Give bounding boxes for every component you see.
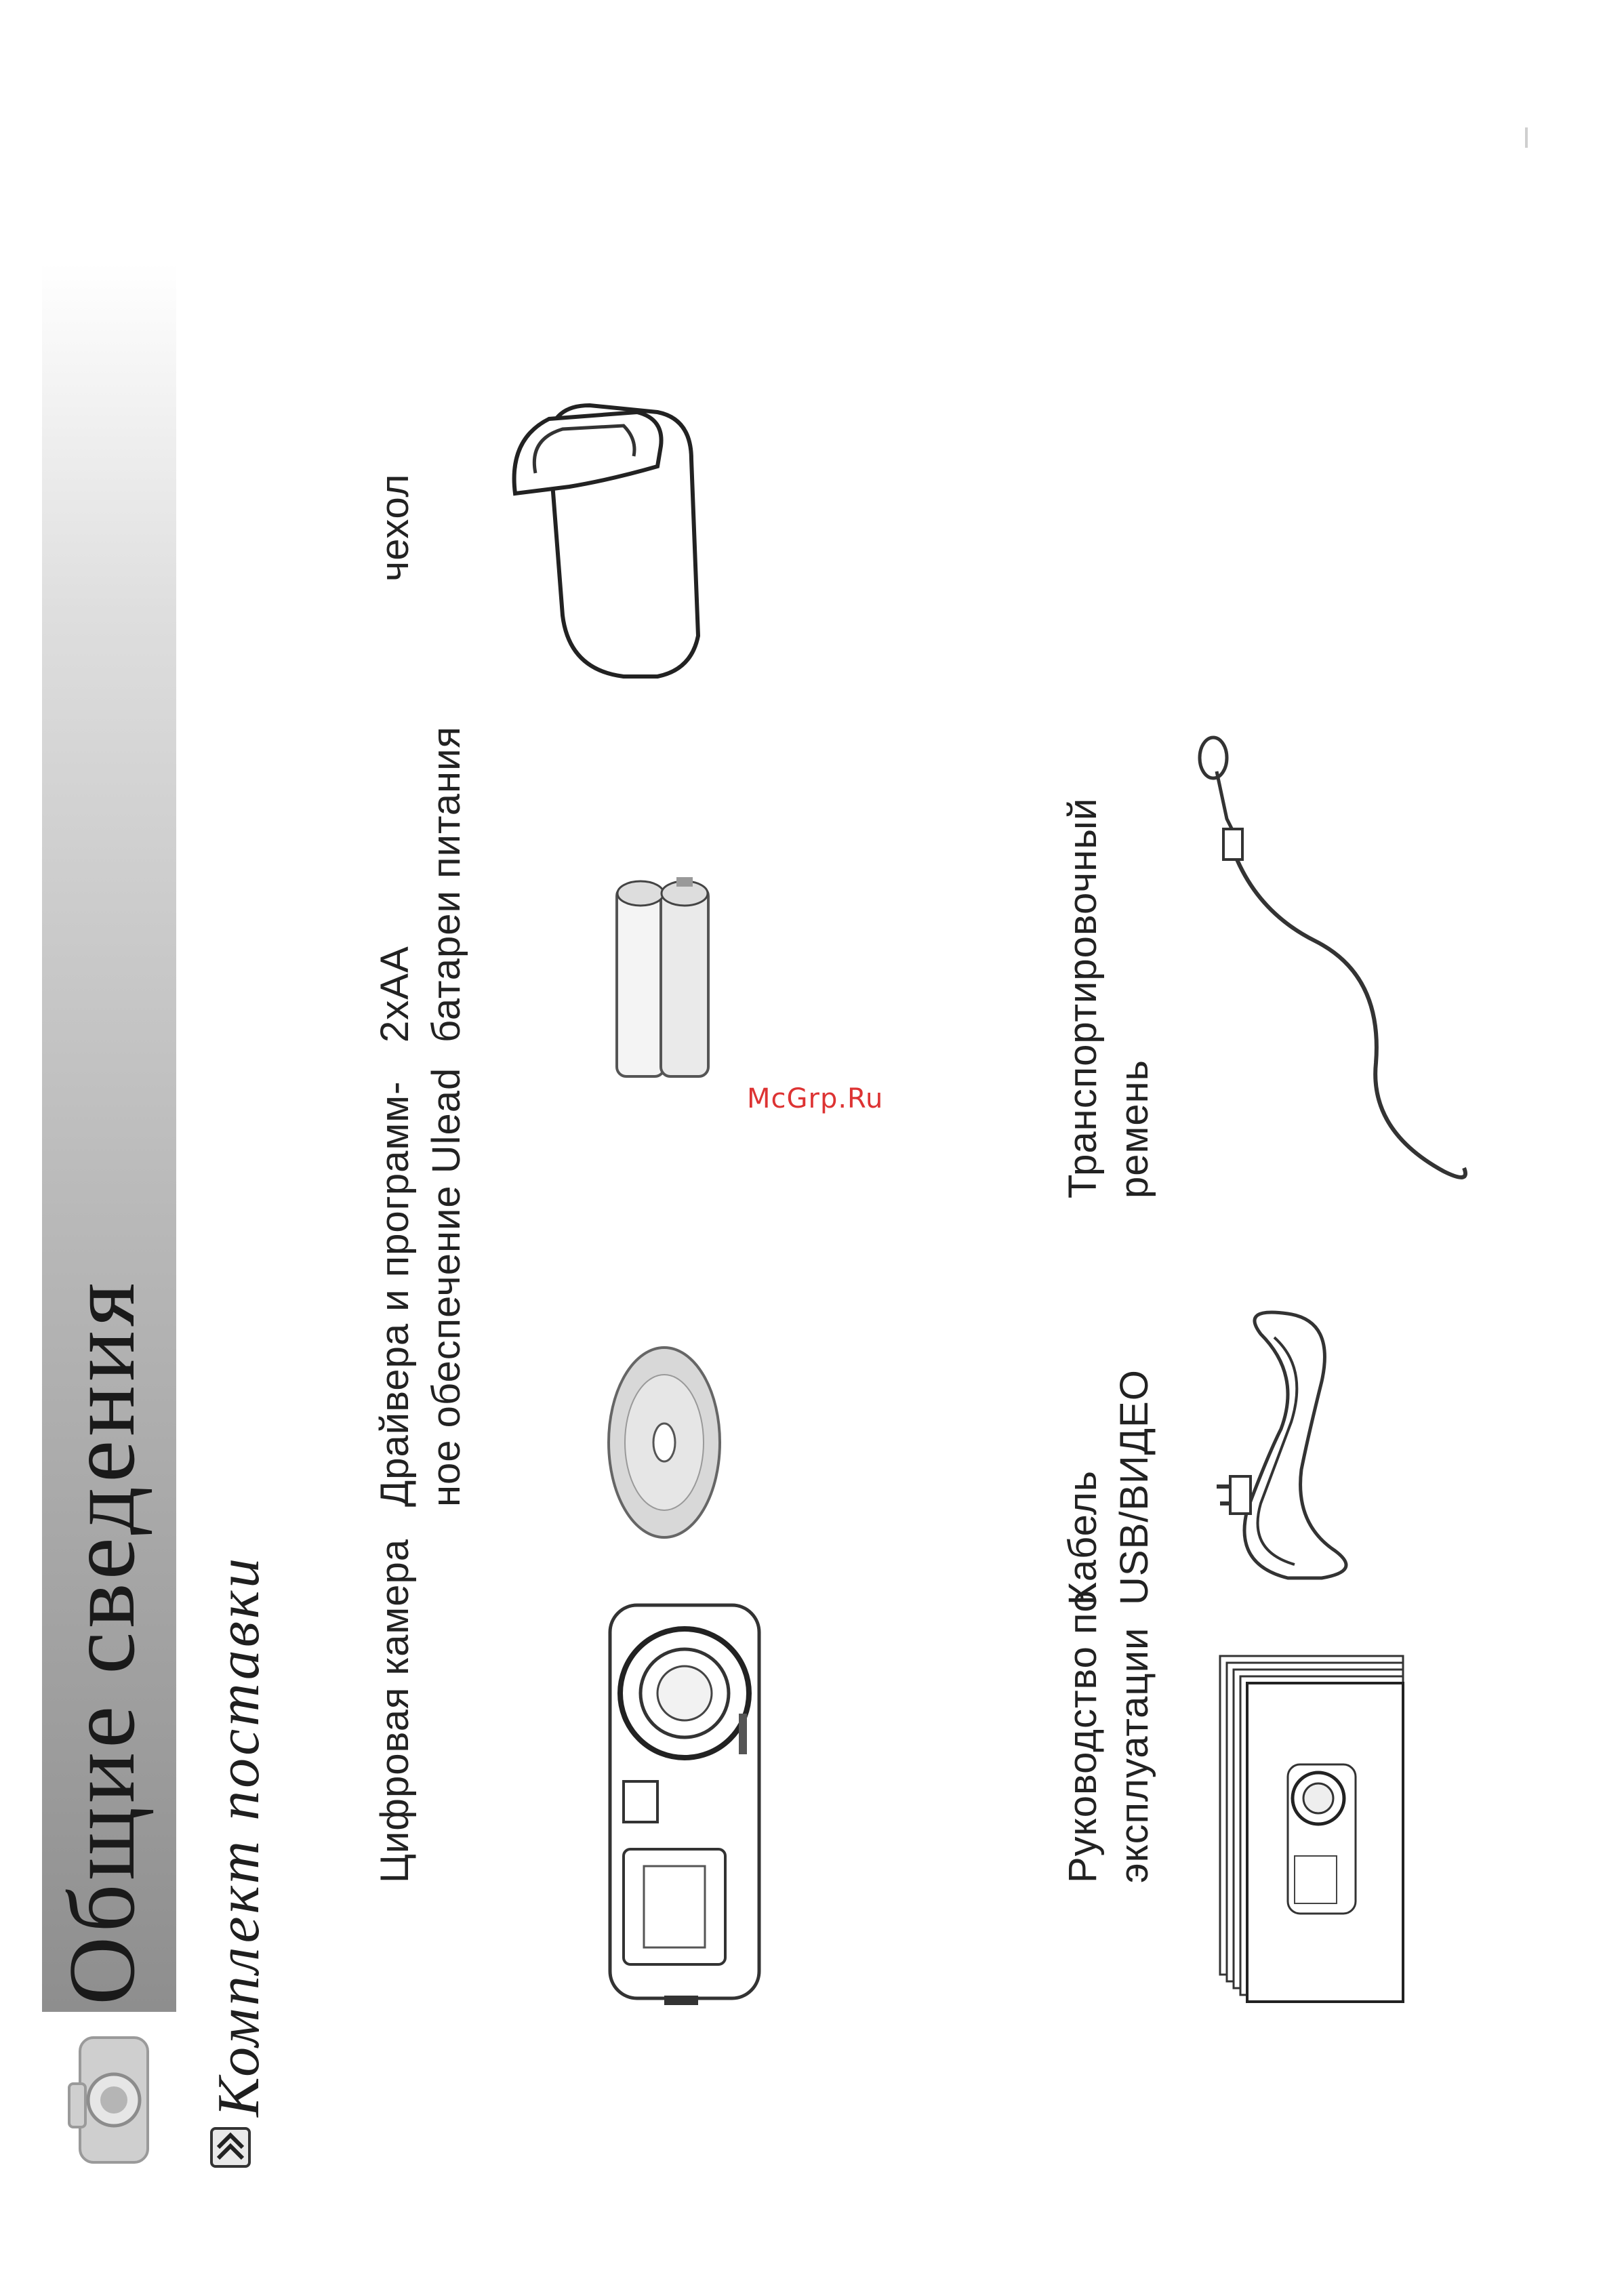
page-title: Общие сведения — [49, 1278, 155, 2005]
item-label-batteries: 2xAA батареи питания — [373, 726, 468, 1043]
chevron-right-icon — [210, 2127, 251, 2168]
wrist-strap-icon — [1152, 710, 1491, 1198]
camera-case-icon — [488, 385, 718, 697]
item-label-software: Драйвера и программ- ное обеспечение Ulead — [373, 1067, 468, 1507]
cd-disc-icon — [596, 1334, 732, 1551]
watermark: McGrp.Ru — [747, 1083, 884, 1114]
item-label-case: чехол — [373, 473, 417, 582]
camera-icon — [65, 2032, 153, 2168]
section-title: Комплект поставки — [206, 1555, 272, 2117]
user-manual-icon — [1206, 1636, 1410, 2015]
digital-camera-icon — [596, 1592, 773, 2012]
divider — [1525, 127, 1528, 148]
item-label-strap: Транспортировочный ремень — [1061, 797, 1156, 1198]
item-label-cable: Кабель USB/ВИДЕО — [1061, 1369, 1156, 1605]
item-label-camera: Цифровая камера — [373, 1538, 417, 1883]
usb-video-cable-icon — [1206, 1293, 1376, 1605]
aa-batteries-icon — [596, 853, 725, 1097]
item-label-manual: Руководство по эксплуатации — [1061, 1590, 1156, 1883]
